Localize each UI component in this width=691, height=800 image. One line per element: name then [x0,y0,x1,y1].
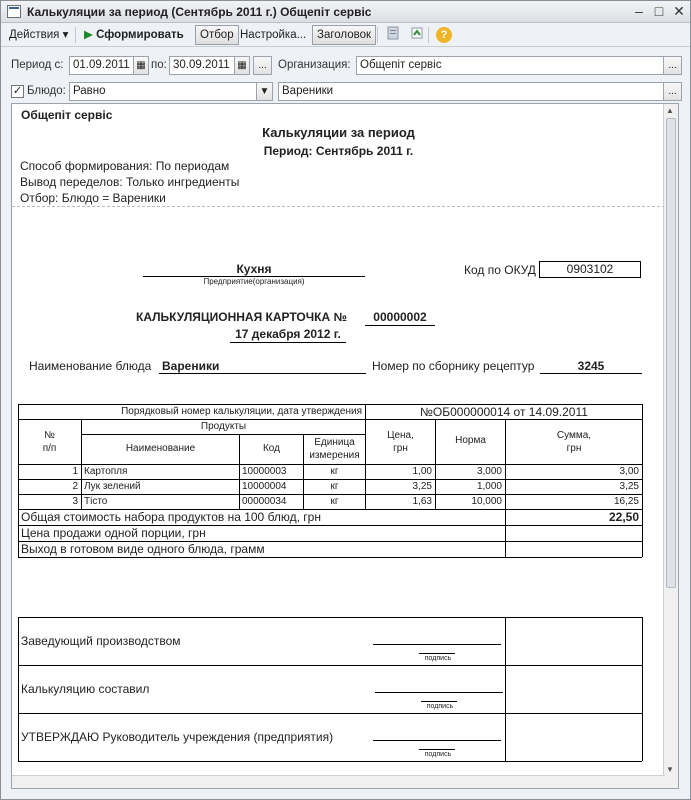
generate-button[interactable] [79,25,189,45]
vertical-scrollbar[interactable] [663,104,678,788]
period-to-input[interactable]: 30.09.2011 [169,56,235,75]
col-unit-header: Единица измерения [309,437,360,461]
calc-number-value: №ОБ000000014 от 14.09.2011 [420,405,588,419]
row-no: 2 [72,481,78,492]
col-code-header: Код [262,443,280,454]
dropdown-arrow-icon[interactable]: ▼ [256,82,273,101]
col-sum-header: Сумма, грн [556,430,592,454]
card-date: 17 декабря 2012 г. [235,327,341,341]
help-icon: ? [436,27,452,43]
actions-menu[interactable] [4,25,73,45]
row-unit: кг [330,466,339,477]
row-code: 00000034 [242,496,287,507]
sale-price-label: Цена продажи одной порции, грн [21,526,206,540]
signature-caption-line [419,749,455,750]
signature-line [373,740,501,741]
row-norm: 10,000 [471,496,502,507]
toolbar-separator [428,27,429,43]
scroll-down-icon[interactable]: ▼ [666,765,674,774]
total-label: Общая стоимость набора продуктов на 100 блюд, грн [21,510,321,524]
dropdown-arrow-icon: ▾ [62,29,69,41]
col-no-header: № п/п [42,430,57,454]
okud-label: Код по ОКУД [464,263,536,277]
dish-name-label: Наименование блюда [29,359,152,373]
col-name-header: Наименование [125,443,196,454]
row-sum: 3,00 [619,466,639,477]
row-price: 1,63 [412,496,432,507]
org-select-button[interactable]: ... [663,56,682,75]
signature-line [373,644,501,645]
row-price: 1,00 [412,466,432,477]
print-icon[interactable] [381,25,405,45]
settings-button[interactable]: Настройка... [240,29,307,41]
report-output: Вывод переделов: Только ингредиенты [20,175,240,189]
row-name: Тісто [84,496,108,507]
scroll-thumb[interactable] [666,118,676,588]
period-to-label: по: [151,59,167,71]
play-icon: ▶ [84,29,93,41]
signature-caption-line [421,701,457,702]
dish-condition-select[interactable]: Равно [69,82,257,101]
sign-made-label: Калькуляцию составил [21,682,150,696]
dish-name-underline [159,373,366,374]
close-button[interactable]: ✕ [673,3,685,19]
okud-code: 0903102 [539,261,641,278]
recipe-number: 3245 [577,359,605,373]
col-products-header: Продукты [200,421,247,432]
recipe-label: Номер по сборнику рецептур [372,359,535,373]
minimize-button[interactable]: – [635,3,643,19]
card-date-underline [230,342,346,343]
export-icon[interactable] [405,25,429,45]
row-unit: кг [330,496,339,507]
period-row [1,53,690,79]
title-bar [1,1,690,23]
period-from-input[interactable]: 01.09.2011 [69,56,134,75]
toolbar-separator [75,27,76,43]
row-no: 1 [72,466,78,477]
period-select-button[interactable]: ... [253,56,272,75]
report-mode: Способ формирования: По периодам [20,159,230,173]
table-row [12,480,665,494]
row-unit: кг [330,481,339,492]
dish-filter-checkbox[interactable]: ✓ [12,85,23,97]
card-number: 00000002 [373,310,427,324]
row-norm: 3,000 [476,466,502,477]
row-sum: 16,25 [613,496,639,507]
total-value: 22,50 [608,510,639,524]
report-org: Общепіт сервіс [21,108,113,122]
signature-line [375,692,503,693]
row-sum: 3,25 [619,481,639,492]
window-title: Калькуляции за период (Сентябрь 2011 г.) Общепіт сервіс [27,5,372,19]
filter-button[interactable]: Отбор [195,25,239,45]
report-filter: Отбор: Блюдо = Вареники [20,191,166,205]
recipe-underline [540,373,642,374]
horizontal-scrollbar[interactable] [12,775,665,788]
sign-head-label: Заведующий производством [21,634,181,648]
signature-caption: подпись [426,703,454,710]
card-title: КАЛЬКУЛЯЦИОННАЯ КАРТОЧКА № [136,310,347,324]
enterprise-name: Кухня [236,262,272,276]
card-number-underline [365,325,435,326]
calc-number-label: Порядковый номер калькуляции, дата утверждения [121,406,362,417]
row-code: 10000003 [242,466,287,477]
signature-caption: подпись [424,751,452,758]
report-period: Период: Сентябрь 2011 г. [263,144,414,158]
row-price: 3,25 [412,481,432,492]
table-row [12,495,665,509]
toolbar-separator [377,27,378,43]
org-input[interactable]: Общепіт сервіс [356,56,664,75]
dish-select-button[interactable]: ... [663,82,682,101]
yield-label: Выход в готовом виде одного блюда, грамм [21,542,265,556]
actions-label: Действия [9,29,60,41]
row-no: 3 [72,496,78,507]
window-app-icon [7,5,21,18]
header-button[interactable]: Заголовок [312,25,376,45]
col-norm-header: Норма [455,435,486,446]
generate-label: Сформировать [96,29,184,41]
scroll-up-icon[interactable]: ▲ [666,106,674,115]
table-row [12,465,665,479]
calendar-icon[interactable]: ▦ [133,56,149,75]
sign-approve-label: УТВЕРЖДАЮ Руководитель учреждения (предприятия) [21,730,334,744]
org-label: Организация: [278,59,351,71]
dish-row [1,79,690,105]
report-sheet [11,103,679,789]
row-code: 10000004 [242,481,287,492]
dish-value-input[interactable]: Вареники [278,82,664,101]
report-title: Калькуляции за период [262,125,415,140]
row-name: Лук зелений [84,481,141,492]
col-price-header: Цена, грн [387,430,414,454]
period-from-label: Период с: [11,59,64,71]
section-divider [12,206,665,207]
signature-caption-line [419,653,455,654]
enterprise-caption: Предприятие(организация) [203,277,305,286]
toolbar [1,23,690,47]
help-button[interactable] [431,25,457,45]
dish-label: Блюдо: [27,85,66,97]
maximize-button[interactable]: □ [654,3,664,19]
row-name: Картопля [84,466,128,477]
signature-caption: подпись [424,655,452,662]
calendar-icon[interactable]: ▦ [234,56,250,75]
row-norm: 1,000 [476,481,502,492]
dish-name: Вареники [162,359,220,373]
